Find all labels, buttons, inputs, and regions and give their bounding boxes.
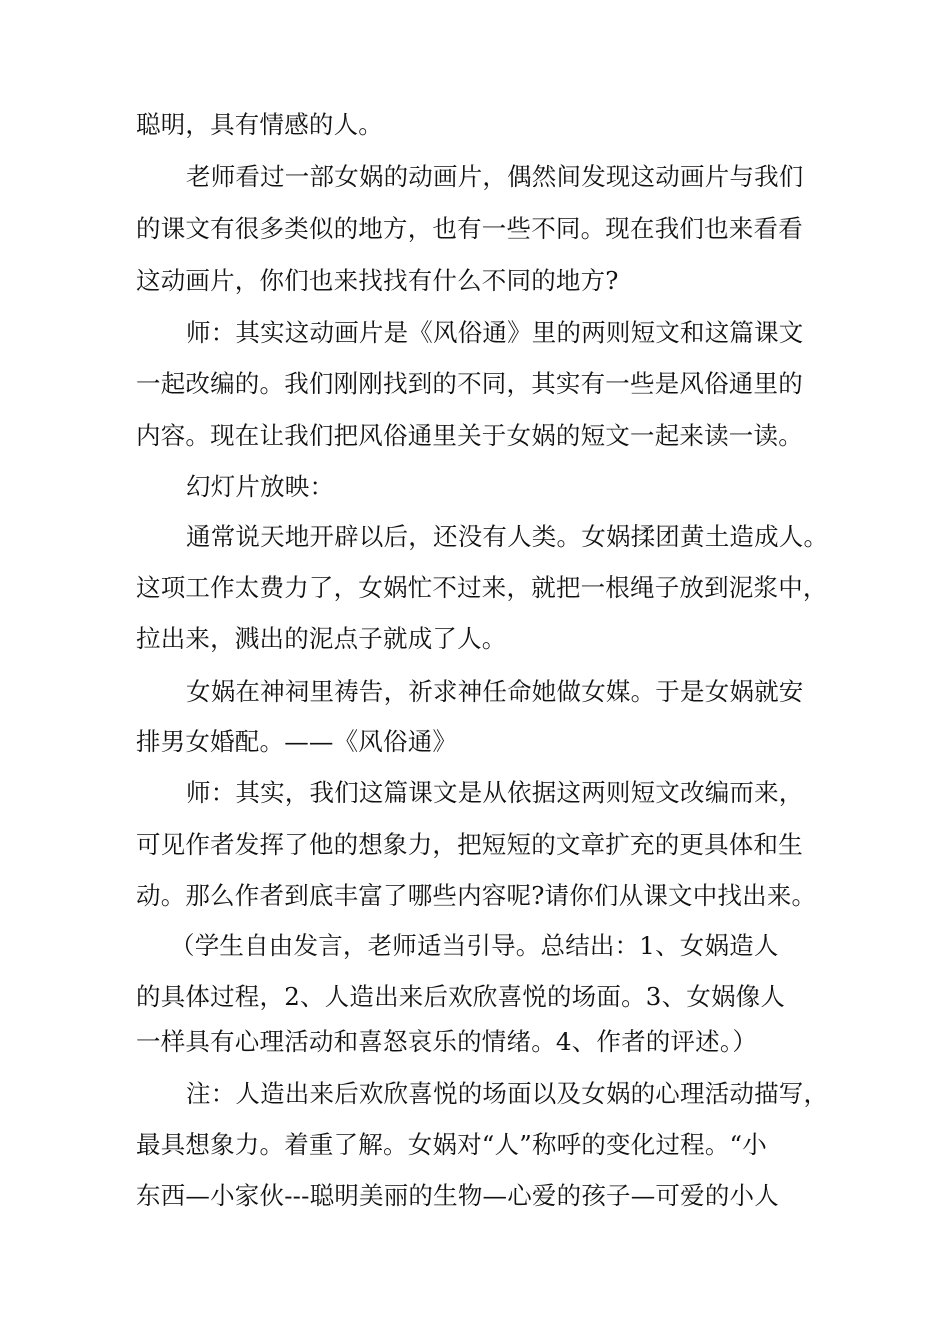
- text-line-5: 师：其实这动画片是《风俗通》里的两则短文和这篇课文: [186, 318, 804, 347]
- text-line-22: 东西—小家伙---聪明美丽的生物—心爱的孩子—可爱的小人: [136, 1181, 779, 1210]
- text-line-21: 最具想象力。着重了解。女娲对“人”称呼的变化过程。“小: [136, 1130, 767, 1159]
- text-line-3: 的课文有很多类似的地方，也有一些不同。现在我们也来看看: [136, 214, 803, 243]
- text-line-8: 幻灯片放映：: [186, 472, 335, 501]
- text-line-20: 注：人造出来后欢欣喜悦的场面以及女娲的心理活动描写，: [186, 1079, 829, 1108]
- text-line-4: 这动画片，你们也来找找有什么不同的地方?: [136, 266, 619, 295]
- text-line-10: 这项工作太费力了，女娲忙不过来，就把一根绳子放到泥浆中，: [136, 573, 828, 602]
- text-line-14: 师：其实，我们这篇课文是从依据这两则短文改编而来，: [186, 778, 804, 807]
- text-line-7: 内容。现在让我们把风俗通里关于女娲的短文一起来读一读。: [136, 421, 803, 450]
- text-line-2: 老师看过一部女娲的动画片，偶然间发现这动画片与我们: [186, 162, 804, 191]
- text-line-15: 可见作者发挥了他的想象力，把短短的文章扩充的更具体和生: [136, 830, 803, 859]
- text-line-9: 通常说天地开辟以后，还没有人类。女娲揉团黄土造成人。: [186, 522, 829, 551]
- text-line-13: 排男女婚配。——《风俗通》: [136, 727, 458, 756]
- text-line-18: 的具体过程，2、人造出来后欢欣喜悦的场面。3、女娲像人: [136, 982, 786, 1011]
- text-line-12: 女娲在神祠里祷告，祈求神任命她做女媒。于是女娲就安: [186, 677, 804, 706]
- text-line-16: 动。那么作者到底丰富了哪些内容呢?请你们从课文中找出来。: [136, 881, 817, 910]
- text-line-11: 拉出来，溅出的泥点子就成了人。: [136, 624, 507, 653]
- text-line-6: 一起改编的。我们刚刚找到的不同，其实有一些是风俗通里的: [136, 369, 803, 398]
- text-line-17: （学生自由发言，老师适当引导。总结出：1、女娲造人: [170, 931, 779, 960]
- text-line-1: 聪明，具有情感的人。: [136, 110, 383, 139]
- text-line-19: 一样具有心理活动和喜怒哀乐的情绪。4、作者的评述。）: [136, 1027, 758, 1056]
